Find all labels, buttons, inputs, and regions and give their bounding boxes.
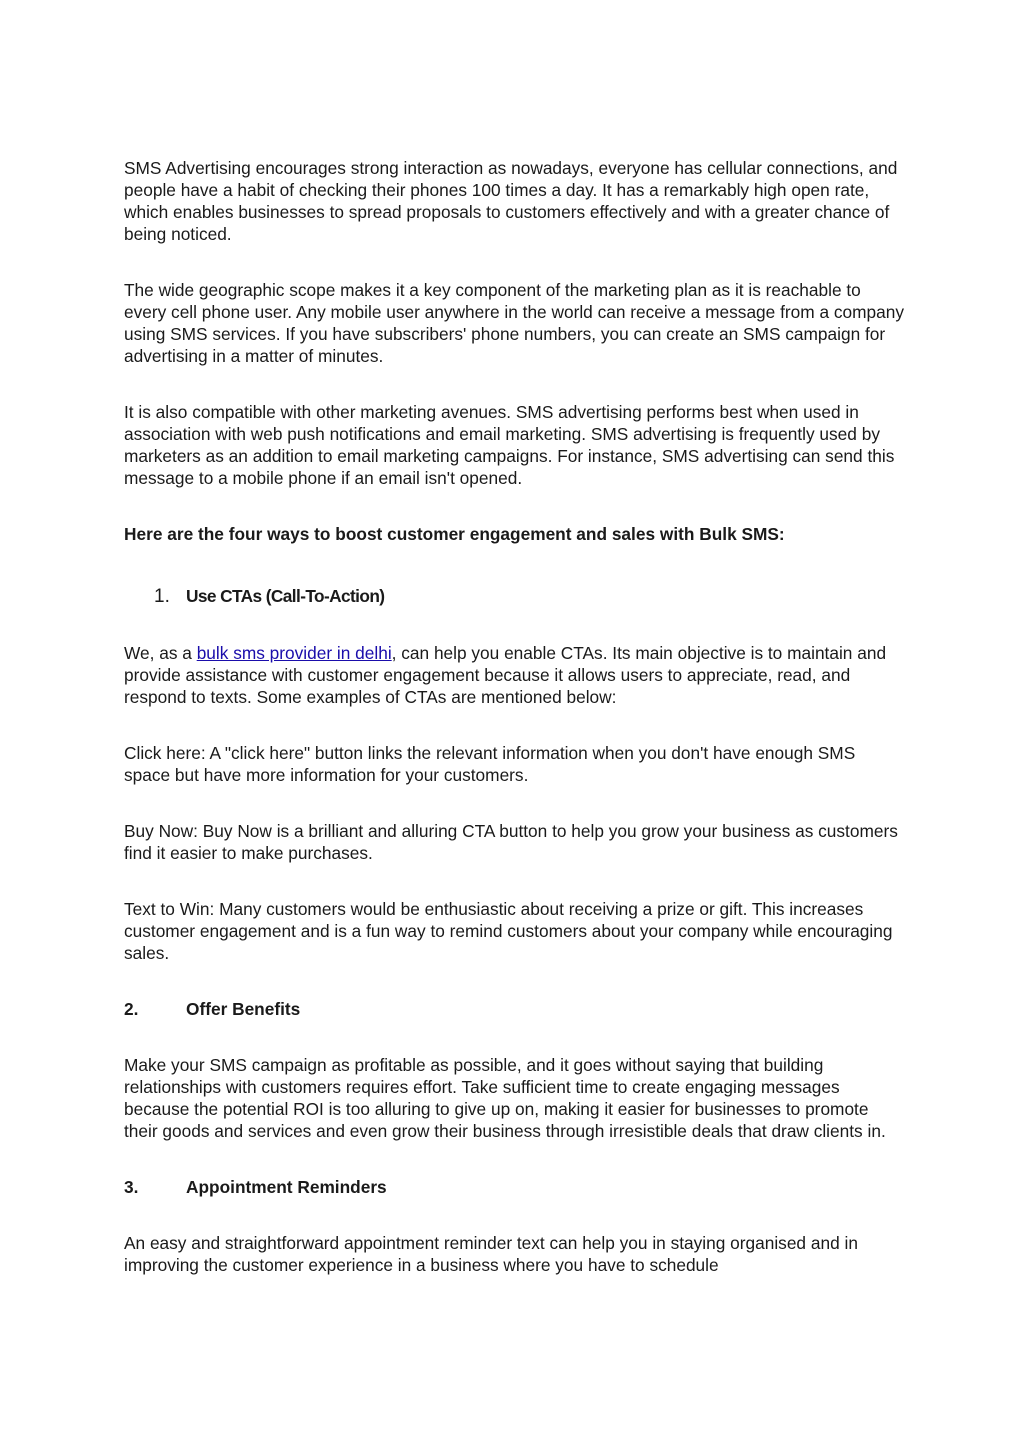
paragraph-buy-now: Buy Now: Buy Now is a brilliant and alluring CTA button to help you grow your business as customers find it easier to make purchases. — [124, 821, 898, 863]
bulk-sms-provider-link[interactable]: bulk sms provider in delhi — [196, 643, 392, 663]
list-number: 3. — [124, 1177, 139, 1197]
document-page — [124, 157, 904, 1310]
paragraph-offer-benefits: Make your SMS campaign as profitable as possible, and it goes without saying that building relationships with customers requires effort. Take sufficient time to create engaging messages because the potential ROI is too alluring to give up on, making it easier for businesses to promote their goods and services and even grow their business through irresistible deals that draw clients in. — [124, 1055, 886, 1141]
paragraph-compatibility: It is also compatible with other marketing avenues. SMS advertising performs best when used in association with web push notifications and email marketing. SMS advertising is frequently used by marketers as an addition to email marketing campaigns. For instance, SMS advertising can send this message to a mobile phone if an email isn't opened. — [124, 402, 895, 488]
list-heading-1 — [124, 585, 904, 608]
list-title: Use CTAs (Call-To-Action) — [186, 586, 385, 606]
paragraph-text-to-win: Text to Win: Many customers would be enthusiastic about receiving a prize or gift. This increases customer engagement and is a fun way to remind customers about your company while encouraging sales. — [124, 899, 893, 963]
list-heading-2 — [124, 998, 904, 1020]
paragraph-click-here: Click here: A "click here" button links the relevant information when you don't have enough SMS space but have more information for your customers. — [124, 743, 856, 785]
paragraph-appointment: An easy and straightforward appointment reminder text can help you in staying organised and in improving the customer experience in a business where you have to schedule — [124, 1233, 858, 1275]
list-title: Appointment Reminders — [186, 1177, 387, 1197]
list-heading-3 — [124, 1176, 904, 1198]
list-title: Offer Benefits — [186, 999, 301, 1019]
section-heading: Here are the four ways to boost customer engagement and sales with Bulk SMS: — [124, 524, 785, 544]
cta-intro-prefix: We, as a — [124, 643, 197, 663]
list-number: 1. — [154, 586, 170, 607]
list-number: 2. — [124, 999, 139, 1019]
paragraph-geographic-scope: The wide geographic scope makes it a key component of the marketing plan as it is reachable to every cell phone user. Any mobile user anywhere in the world can receive a message from a company using SMS services. If you have subscribers' phone numbers, you can create an SMS campaign for advertising in a matter of minutes. — [124, 280, 904, 366]
paragraph-cta-intro — [124, 642, 904, 708]
cta-intro-suffix: , can help you enable CTAs. Its main objective is to maintain and provide assistance with customer engagement because it allows users to appreciate, read, and respond to texts. Some examples of CTAs are mentioned below: — [124, 643, 887, 707]
paragraph-interaction: SMS Advertising encourages strong interaction as nowadays, everyone has cellular connections, and people have a habit of checking their phones 100 times a day. It has a remarkably high open rate, which enables businesses to spread proposals to customers effectively and with a greater chance of being noticed. — [124, 158, 898, 244]
